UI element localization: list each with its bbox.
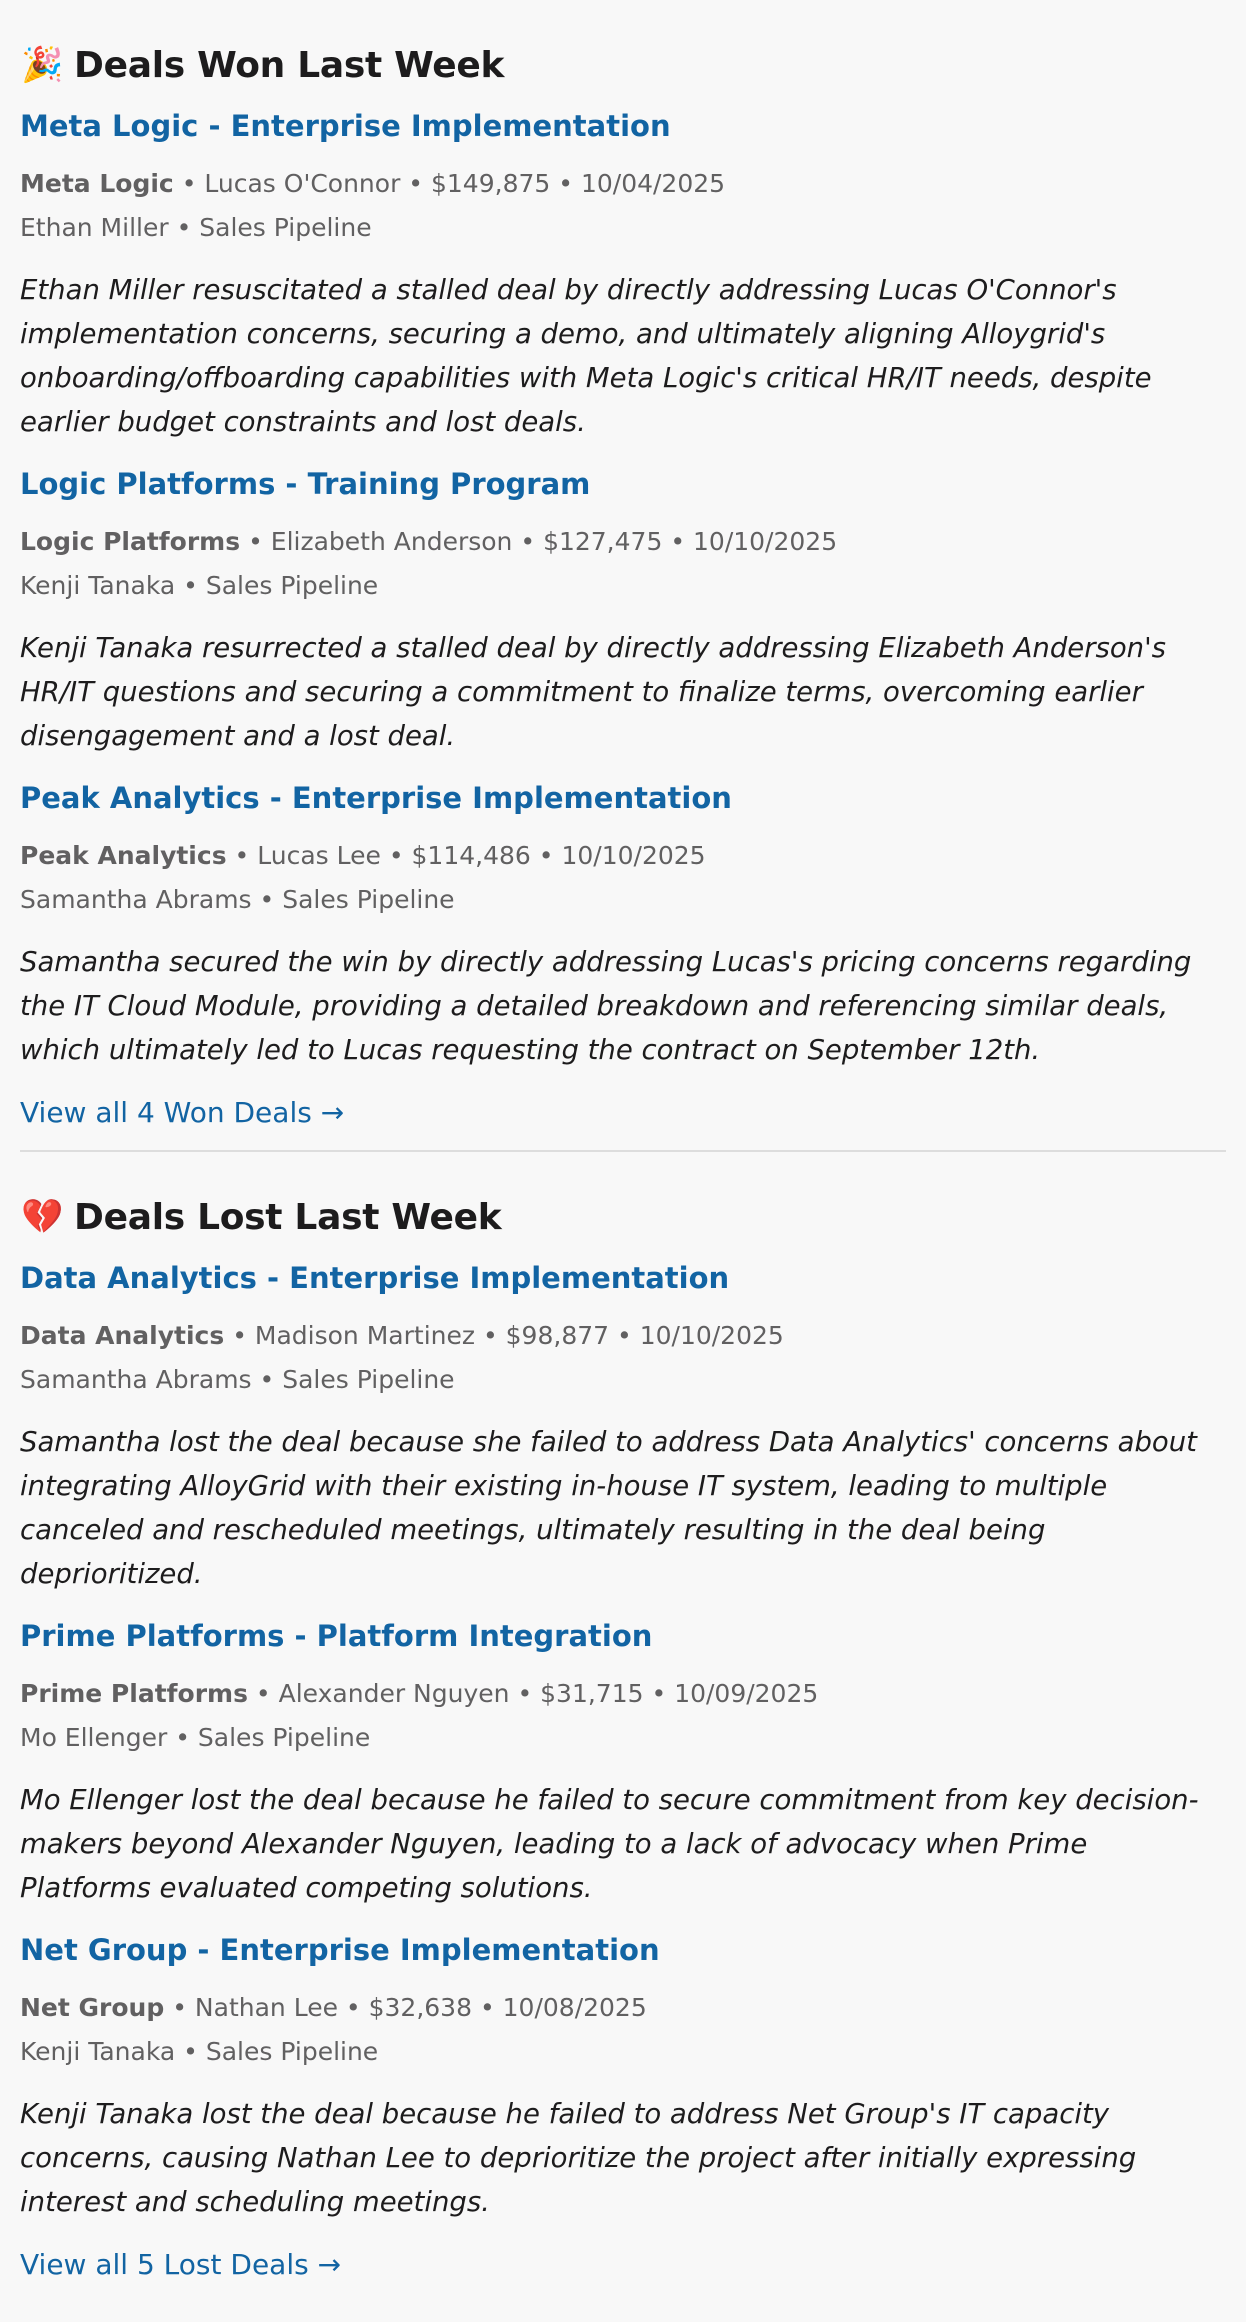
- won-section: [20, 30, 1226, 1140]
- deal-owner: Ethan Miller: [20, 213, 169, 242]
- won-deal-2: [20, 458, 1226, 758]
- meta-separator: •: [517, 1679, 533, 1708]
- meta-separator: •: [408, 169, 424, 198]
- deal-amount: $32,638: [368, 1993, 472, 2022]
- meta-separator: •: [259, 1365, 275, 1394]
- deal-summary: Kenji Tanaka resurrected a stalled deal by directly addressing Elizabeth Anderson's HR/IT questions and securing a commitment to finalize terms, overcoming earlier disengagement and a lost deal.: [20, 632, 1167, 752]
- broken-heart-icon: 💔: [20, 1197, 64, 1237]
- deal-amount: $98,877: [505, 1321, 610, 1350]
- deal-contact: Lucas O'Connor: [204, 169, 401, 198]
- meta-separator: •: [183, 571, 198, 600]
- deal-date: 10/04/2025: [580, 169, 726, 198]
- deal-owner: Samantha Abrams: [20, 885, 252, 914]
- deal-amount: $114,486: [411, 841, 531, 870]
- deal-amount: $127,475: [543, 527, 663, 556]
- deal-meta: [20, 1314, 1226, 1402]
- won-section-title: [20, 30, 1226, 100]
- meta-separator: •: [538, 841, 554, 870]
- deal-company: Prime Platforms: [20, 1679, 248, 1708]
- deal-pipeline: Sales Pipeline: [282, 1365, 455, 1394]
- meta-separator: •: [479, 1993, 495, 2022]
- won-title-text: Deals Won Last Week: [74, 44, 505, 86]
- meta-separator: •: [232, 1321, 247, 1350]
- deal-summary: Samantha secured the win by directly addressing Lucas's pricing concerns regarding the IT Cloud Module, providing a detailed breakdown and referencing similar deals, which ultimately led to Lucas requesting the contract on September 12th.: [20, 946, 1192, 1066]
- deal-meta: [20, 1986, 1226, 2074]
- lost-deal-1: [20, 1252, 1226, 1596]
- deal-summary: Samantha lost the deal because she failed to address Data Analytics' concerns about integrating AlloyGrid with their existing in-house IT system, leading to multiple canceled and rescheduled meetings, ultimately resulting in the deal being deprioritized.: [20, 1426, 1197, 1590]
- deal-contact: Nathan Lee: [194, 1993, 338, 2022]
- deal-company: Meta Logic: [20, 169, 174, 198]
- meta-separator: •: [388, 841, 404, 870]
- meta-separator: •: [175, 1723, 190, 1752]
- deal-meta: [20, 162, 1226, 250]
- deal-date: 10/10/2025: [693, 527, 838, 556]
- deal-pipeline: Sales Pipeline: [197, 1723, 371, 1752]
- deal-company: Data Analytics: [20, 1321, 225, 1350]
- deal-amount: $149,875: [431, 169, 551, 198]
- deal-contact: Alexander Nguyen: [278, 1679, 510, 1708]
- deal-pipeline: Sales Pipeline: [199, 213, 372, 242]
- deal-date: 10/10/2025: [561, 841, 706, 870]
- deal-contact: Elizabeth Anderson: [270, 527, 513, 556]
- meta-separator: •: [176, 213, 192, 242]
- lost-deal-2: [20, 1610, 1226, 1910]
- meta-separator: •: [617, 1321, 632, 1350]
- meta-separator: •: [172, 1993, 187, 2022]
- deal-title-link[interactable]: Prime Platforms - Platform Integration: [20, 1619, 653, 1653]
- view-all-lost-deals-link[interactable]: View all 5 Lost Deals →: [20, 2248, 342, 2281]
- deal-summary: Ethan Miller resuscitated a stalled deal by directly addressing Lucas O'Connor's implementation concerns, securing a demo, and ultimately aligning Alloygrid's onboarding/offboarding capabilities with Meta Logic's critical HR/IT needs, despite earlier budget constraints and lost deals.: [20, 274, 1152, 438]
- meta-separator: •: [558, 169, 573, 198]
- meta-separator: •: [345, 1993, 361, 2022]
- deal-title-link[interactable]: Meta Logic - Enterprise Implementation: [20, 109, 671, 143]
- deal-meta: [20, 1672, 1226, 1760]
- deal-title-link[interactable]: Peak Analytics - Enterprise Implementation: [20, 781, 732, 815]
- deal-pipeline: Sales Pipeline: [205, 571, 379, 600]
- section-divider: [20, 1150, 1226, 1152]
- lost-deal-3: [20, 1924, 1226, 2224]
- deal-title-link[interactable]: Logic Platforms - Training Program: [20, 467, 591, 501]
- meta-separator: •: [183, 2037, 198, 2066]
- deal-contact: Lucas Lee: [257, 841, 381, 870]
- view-all-won-deals-link[interactable]: View all 4 Won Deals →: [20, 1096, 345, 1129]
- meta-separator: •: [181, 169, 197, 198]
- deal-date: 10/08/2025: [502, 1993, 647, 2022]
- deal-meta: [20, 520, 1226, 608]
- deal-pipeline: Sales Pipeline: [282, 885, 455, 914]
- deal-owner: Mo Ellenger: [20, 1723, 168, 1752]
- meta-separator: •: [255, 1679, 271, 1708]
- deal-date: 10/10/2025: [639, 1321, 784, 1350]
- meta-separator: •: [248, 527, 263, 556]
- meta-separator: •: [482, 1321, 498, 1350]
- lost-title-text: Deals Lost Last Week: [74, 1196, 502, 1238]
- deal-company: Net Group: [20, 1993, 165, 2022]
- meta-separator: •: [234, 841, 250, 870]
- meta-separator: •: [670, 527, 686, 556]
- lost-section-title: [20, 1182, 1226, 1252]
- deal-contact: Madison Martinez: [254, 1321, 475, 1350]
- meta-separator: •: [651, 1679, 667, 1708]
- deal-owner: Samantha Abrams: [20, 1365, 252, 1394]
- deal-meta: [20, 834, 1226, 922]
- lost-section: [20, 1182, 1226, 2292]
- meta-separator: •: [520, 527, 536, 556]
- won-deal-3: [20, 772, 1226, 1072]
- deal-company: Logic Platforms: [20, 527, 241, 556]
- party-popper-icon: 🎉: [20, 45, 64, 85]
- deal-owner: Kenji Tanaka: [20, 2037, 176, 2066]
- deal-owner: Kenji Tanaka: [20, 571, 176, 600]
- deal-date: 10/09/2025: [674, 1679, 819, 1708]
- meta-separator: •: [259, 885, 275, 914]
- deal-summary: Kenji Tanaka lost the deal because he failed to address Net Group's IT capacity concerns, causing Nathan Lee to deprioritize the project after initially expressing interest and scheduling meetings.: [20, 2098, 1137, 2218]
- deal-title-link[interactable]: Net Group - Enterprise Implementation: [20, 1933, 660, 1967]
- won-deal-1: [20, 100, 1226, 444]
- deal-title-link[interactable]: Data Analytics - Enterprise Implementation: [20, 1261, 730, 1295]
- deal-pipeline: Sales Pipeline: [205, 2037, 379, 2066]
- deal-company: Peak Analytics: [20, 841, 227, 870]
- deal-summary: Mo Ellenger lost the deal because he failed to secure commitment from key decision-makers beyond Alexander Nguyen, leading to a lack of advocacy when Prime Platforms evaluated competing solutions.: [20, 1784, 1199, 1904]
- deal-amount: $31,715: [540, 1679, 644, 1708]
